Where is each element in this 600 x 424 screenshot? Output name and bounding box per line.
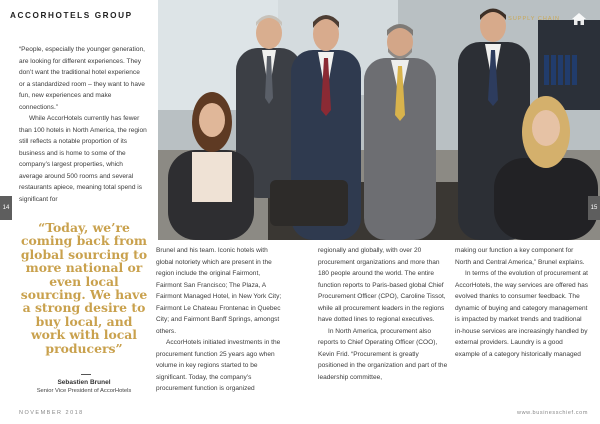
home-icon <box>572 13 586 25</box>
quote-divider <box>81 374 91 375</box>
footer-website-link[interactable]: www.businesschief.com <box>517 410 588 416</box>
page-number-right[interactable]: 15 <box>588 196 600 220</box>
article-paragraph: regionally and globally, with over 20 procurement organizations and more than 180 people around the world. The entire function reports to Paris-based global Chief Procurement Officer (CPO), Caroline Tissot, while all procurement leaders in the regions have dotted lines to regional executives. <box>318 247 446 323</box>
article-paragraph: Brunel and his team. Iconic hotels with global notoriety which are present in the region include the original Fairmont, Fairmont San Francisco; The Plaza, A Fairmont Managed Hotel, in New York City; Fairmont Le Chateau Frontenac in Quebec City; and Fairmont Banff Springs, amongst others. <box>156 247 282 335</box>
footer-issue-date: NOVEMBER 2018 <box>19 410 84 416</box>
brand-title: ACCORHOTELS GROUP <box>10 11 133 20</box>
article-paragraph: In terms of the evolution of procurement at AccorHotels, the way services are offered has evolved thanks to consumer feedback. The dynamic of buying and category management is impacted by market trends and traditional in-house services are increasingly handled by external providers. Laundry is a good example of a category historically managed <box>455 270 589 358</box>
article-paragraph: making our function a key component for North and Central America,” Brunel explains. <box>455 247 585 266</box>
article-paragraph: While AccorHotels currently has fewer than 100 hotels in North America, the region still reflects a notable proportion of its business and is home to some of the company’s largest properties, which average around 500 rooms and several restaurants apiece, meaning total spend is significant for <box>19 115 147 203</box>
header-bar <box>0 0 158 34</box>
article-column-2 <box>156 245 286 395</box>
pull-quote: “Today, we’re coming back from global sourcing to more national or even local sourcing. We have a strong desire to buy local, and work with local producers” <box>20 220 148 356</box>
section-label: SUPPLY CHAIN <box>508 16 560 22</box>
page-number-left[interactable]: 14 <box>0 196 12 220</box>
team-photo-illustration <box>158 0 600 240</box>
article-paragraph: “People, especially the younger generation, are looking for different experiences. They don’t want the traditional hotel experience or a standardized room – they want to have fun, new experiences and make connections.” <box>19 46 145 111</box>
article-paragraph: In North America, procurement also reports to Chief Operating Officer (COO), Kevin Frid. “Procurement is greatly positioned in the organization and part of the leadership committee, <box>318 327 448 381</box>
quote-author-name: Sebastien Brunel <box>57 379 111 386</box>
home-button[interactable] <box>566 10 592 28</box>
article-paragraph: AccorHotels initiated investments in the procurement function 25 years ago when volume in key regions started to be significant. Today, the company’s procurement function is organized <box>156 339 281 392</box>
team-photo <box>158 0 600 240</box>
utility-bar <box>508 10 592 28</box>
quote-author-title: Senior Vice President of AccorHotels <box>36 388 132 394</box>
article-column-1 <box>19 44 147 205</box>
article-column-4 <box>455 245 589 360</box>
article-column-3 <box>318 245 448 383</box>
